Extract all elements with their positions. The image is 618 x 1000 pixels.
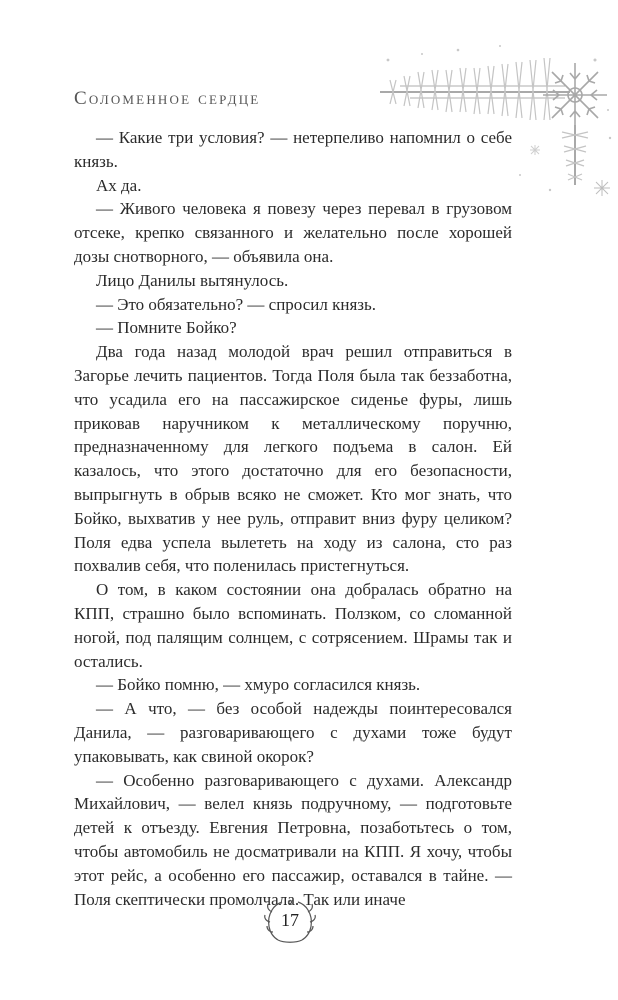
paragraph: Лицо Данилы вытянулось.	[96, 270, 289, 290]
page-number-badge	[264, 898, 316, 946]
paragraph: Два года назад молодой врач решил отправиться в Загорье лечить пациентов. Тогда Поля была так беззаботна, что усадила его на пассажирское сиденье фуры, лишь приковав наручником к металлическому поручню, предназначенному для легкого подъема в салон. Ей казалось, что этого достаточно для его безопасности, выпрыгнуть в обрыв всяко не сможет. Кто мог знать, что Бойко, выхватив у нее руль, отправит вниз фуру целиком? Поля едва успела вылететь на ходу из салона, сто раз похвалив себя, что поленилась пристегнуться.	[74, 342, 512, 576]
body-text	[74, 126, 512, 911]
paragraph: — Какие три условия? — нетерпеливо напомнил о себе князь.	[74, 128, 512, 171]
page-number: 17	[281, 910, 299, 930]
paragraph: Ах да.	[96, 175, 142, 195]
paragraph: — Живого человека я повезу через перевал в грузовом отсеке, крепко связанного и желательно после хорошей дозы снотворного, — объявила она.	[74, 199, 512, 266]
paragraph: — Особенно разговаривающего с духами. Александр Михайлович, — велел князь подручному, — подготовьте детей к отъезду. Евгения Петровна, позаботьтесь о том, чтобы автомобиль не досматривали на КПП. Я хочу, чтобы этот рейс, а особенно его пассажир, оставался в тайне. — Поля скептически промолчала. Так или иначе	[74, 770, 512, 909]
paragraph: — Помните Бойко?	[96, 318, 237, 338]
paragraph: О том, в каком состоянии она добралась обратно на КПП, страшно было вспоминать. Ползком, со сломанной ногой, под палящим солнцем, с сотрясением. Шрамы так и остались.	[74, 580, 512, 671]
paragraph: — Это обязательно? — спросил князь.	[96, 294, 376, 314]
paragraph: — Бойко помню, — хмуро согласился князь.	[96, 675, 421, 695]
running-title: Соломенное сердце	[74, 88, 261, 109]
paragraph: — А что, — без особой надежды поинтересовался Данила, — разговаривающего с духами тоже будут упаковывать, как свиной окорок?	[74, 699, 512, 766]
